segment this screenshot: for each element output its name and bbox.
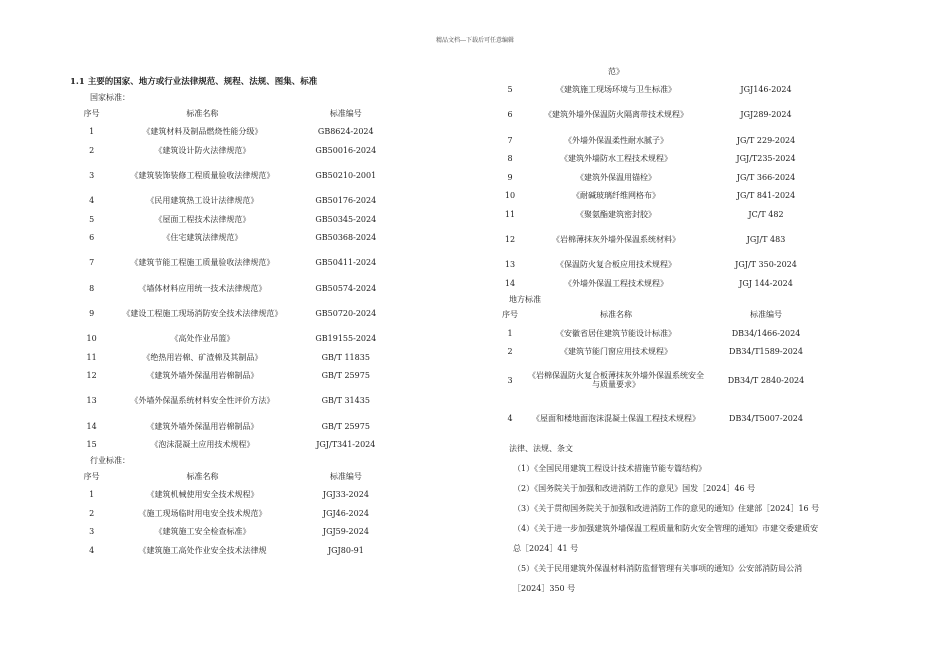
table-row	[495, 168, 825, 187]
row-code: JGJ59-2024	[322, 527, 369, 537]
row-no: 5	[507, 85, 513, 95]
row-code: GB50411-2024	[315, 258, 377, 268]
row-no: 6	[89, 233, 95, 243]
row-code: JG/T 841-2024	[736, 191, 796, 201]
laws-section	[495, 439, 825, 599]
local-standards-label: 地方标准	[509, 294, 541, 304]
law-item: （3）《关于贯彻国务院关于加强和改进消防工作的意见的通知》住建部［2024］16 号	[513, 504, 820, 514]
row-code: GB8624-2024	[317, 127, 374, 137]
row-code: JC/T 482	[748, 209, 784, 219]
row-no: 1	[89, 490, 95, 500]
row-name: 《建筑节能工程施工质量验收法律规范》	[130, 258, 275, 268]
row-name: 《泡沫混凝土应用技术规程》	[150, 440, 255, 450]
row-no: 5	[89, 214, 95, 224]
table-header-row	[495, 306, 825, 325]
row-name: 《岩棉保温防火复合板薄抹灰外墙外保温系统安全与质量要求》	[528, 371, 704, 390]
row-code: JGJ33-2024	[322, 490, 369, 500]
row-name: 《建筑施工现场环境与卫生标准》	[556, 85, 676, 95]
row-code: JGJ/T 483	[746, 234, 786, 244]
national-standards-label: 国家标准：	[90, 92, 130, 102]
row-no: 13	[86, 396, 97, 406]
row-name: 《建筑设计防火法律规范》	[154, 145, 251, 155]
table-row	[70, 122, 400, 141]
row-name: 《建筑装饰装修工程质量验收法律规范》	[130, 170, 275, 180]
row-no: 3	[89, 170, 95, 180]
table-row	[495, 324, 825, 343]
table-row	[70, 417, 400, 436]
row-code: GB50345-2024	[315, 214, 377, 224]
row-name: 《外墙外保温柔性耐水腻子》	[564, 135, 668, 145]
law-item: （4）《关于进一步加强建筑外墙保温工程质量和防火安全管理的通知》市建交委建质安总［2024］41 号	[513, 524, 819, 554]
table-header-row	[70, 104, 400, 123]
row-code: JG/T 229-2024	[736, 135, 796, 145]
row-no: 2	[507, 347, 513, 357]
row-code: JGJ146-2024	[740, 85, 792, 95]
row-no: 15	[86, 440, 97, 450]
row-code: GB50574-2024	[315, 283, 377, 293]
row-name: 《住宅建筑法律规范》	[162, 233, 243, 243]
row-code: GB/T 25975	[321, 371, 370, 381]
industry-standards-label: 行业标准：	[90, 455, 130, 465]
row-code: GB/T 31435	[321, 396, 370, 406]
table-row	[495, 81, 825, 100]
table-row	[495, 399, 825, 437]
row-code: JGJ/T235-2024	[736, 154, 796, 164]
table-row	[70, 159, 400, 191]
col-header-code: 标准编号	[329, 108, 362, 118]
industry-standards-table-continued	[495, 62, 825, 293]
table-row	[70, 486, 400, 505]
table-row	[495, 187, 825, 206]
row-no: 14	[504, 278, 516, 288]
table-row	[70, 541, 400, 560]
header-note: 精品文档---下载后可任意编辑	[435, 37, 515, 44]
row-name: 《建筑施工安全检查标准》	[154, 527, 251, 537]
right-column	[495, 62, 825, 599]
row-no: 4	[89, 545, 95, 555]
row-name: 《建筑外墙外保温防火隔离带技术规程》	[544, 110, 688, 120]
table-row	[70, 141, 400, 160]
table-row	[70, 247, 400, 279]
table-row	[70, 279, 400, 298]
col-header-code: 标准编号	[329, 471, 362, 481]
row-code: GB50210-2001	[315, 170, 377, 180]
table-row	[495, 224, 825, 256]
row-code: GB19155-2024	[315, 334, 377, 344]
row-name: 《安徽省居住建筑节能设计标准》	[556, 328, 676, 338]
row-no: 4	[89, 196, 95, 206]
row-code: DB34/T5007-2024	[729, 413, 803, 423]
row-no: 2	[89, 145, 95, 155]
row-name: 《外墙外保温系统材料安全性评价方法》	[130, 396, 275, 406]
row-name: 《建筑外墙外保温用岩棉制品》	[146, 371, 259, 381]
row-name: 《绝热用岩棉、矿渣棉及其制品》	[142, 352, 263, 362]
table-row	[495, 131, 825, 150]
row-name: 《屋面工程技术法律规范》	[154, 214, 251, 224]
row-name: 《建筑外保温用锚栓》	[576, 172, 656, 182]
row-name: 《建设工程施工现场消防安全技术法律规范》	[122, 308, 283, 318]
table-row	[495, 99, 825, 131]
row-name: 《屋面和楼地面泡沫混凝土保温工程技术规程》	[532, 413, 700, 423]
row-code: GB50720-2024	[315, 308, 377, 318]
law-item: （1）《全国民用建筑工程设计技术措施节能专篇结构》	[513, 464, 707, 474]
col-header-no: 序号	[83, 471, 100, 481]
table-row	[495, 150, 825, 169]
row-name: 《建筑材料及制品燃烧性能分级》	[142, 127, 263, 137]
row-code: JG/T 366-2024	[736, 172, 796, 182]
col-header-no: 序号	[83, 108, 100, 118]
row-no: 8	[89, 283, 95, 293]
row-no: 4	[507, 413, 513, 423]
col-header-code: 标准编号	[750, 310, 782, 320]
row-code: GB/T 25975	[321, 421, 370, 431]
row-code: GB/T 11835	[321, 352, 370, 362]
table-row	[70, 366, 400, 385]
row-no: 7	[507, 135, 513, 145]
row-name: 《建筑施工高处作业安全技术法律规	[138, 545, 267, 555]
row-name: 《外墙外保温工程技术规程》	[564, 278, 668, 288]
row-no: 8	[507, 154, 513, 164]
table-row	[70, 385, 400, 417]
table-row	[70, 191, 400, 210]
section-title: 1.1 主要的国家、地方或行业法律规范、规程、法规、图集、标准	[70, 77, 318, 87]
row-no: 12	[504, 234, 516, 244]
col-header-no: 序号	[502, 310, 518, 320]
row-no: 7	[89, 258, 95, 268]
table-row	[70, 435, 400, 454]
table-row-continuation	[495, 62, 825, 81]
row-name: 《施工现场临时用电安全技术规范》	[138, 508, 267, 518]
row-no: 10	[504, 191, 516, 201]
row-no: 3	[507, 375, 513, 385]
table-row	[495, 361, 825, 399]
row-code: GB50176-2024	[315, 196, 377, 206]
row-code: DB34/T1589-2024	[729, 347, 803, 357]
row-name: 《墙体材料应用统一技术法律规范》	[138, 283, 267, 293]
table-row	[70, 297, 400, 329]
row-code: JGJ80-91	[327, 545, 364, 555]
row-code: JGJ 144-2024	[739, 278, 793, 288]
left-column	[70, 78, 400, 560]
row-no: 9	[89, 308, 95, 318]
row-code: GB50016-2024	[315, 145, 377, 155]
law-item: （2）《国务院关于加强和改进消防工作的意见》国发［2024］46 号	[513, 484, 756, 494]
row-name: 《耐碱玻璃纤维网格布》	[572, 191, 660, 201]
row-name: 《建筑机械使用安全技术规程》	[146, 490, 259, 500]
row-no: 3	[89, 527, 95, 537]
row-code: DB34/1466-2024	[731, 328, 801, 338]
row-no: 1	[507, 328, 513, 338]
row-no: 9	[507, 172, 513, 182]
row-no: 13	[504, 260, 516, 270]
table-row	[70, 504, 400, 523]
row-code: JGJ/T341-2024	[316, 440, 376, 450]
row-name: 《民用建筑热工设计法律规范》	[146, 196, 259, 206]
row-code: DB34/T 2840-2024	[727, 375, 805, 385]
row-name: 《高处作业吊篮》	[170, 334, 235, 344]
row-no	[495, 62, 525, 81]
row-code: JGJ289-2024	[740, 110, 792, 120]
row-code	[707, 62, 825, 81]
row-code: GB50368-2024	[315, 233, 377, 243]
table-row	[70, 348, 400, 367]
row-name: 《建筑节能门窗应用技术规程》	[560, 347, 672, 357]
col-header-name: 标准名称	[186, 471, 219, 481]
table-row	[495, 343, 825, 362]
row-no: 10	[86, 334, 97, 344]
table-row	[495, 256, 825, 275]
row-name: 《聚氨酯建筑密封胶》	[576, 209, 656, 219]
table-row	[495, 274, 825, 293]
row-name: 范》	[608, 66, 624, 76]
industry-standards-table	[70, 467, 400, 560]
table-row	[70, 329, 400, 348]
row-no: 6	[507, 110, 513, 120]
col-header-name: 标准名称	[600, 310, 632, 320]
row-name: 《建筑外墙防水工程技术规程》	[560, 154, 672, 164]
local-standards-table	[495, 306, 825, 438]
row-name: 《建筑外墙外保温用岩棉制品》	[146, 421, 259, 431]
national-standards-table	[70, 104, 400, 454]
row-no: 11	[504, 209, 516, 219]
row-code: JGJ46-2024	[322, 508, 369, 518]
row-no: 1	[89, 127, 95, 137]
col-header-name: 标准名称	[186, 108, 219, 118]
row-no: 11	[86, 352, 97, 362]
row-no: 2	[89, 508, 95, 518]
row-no: 12	[86, 371, 97, 381]
table-row	[70, 210, 400, 229]
table-row	[495, 205, 825, 224]
table-row	[70, 228, 400, 247]
row-no: 14	[86, 421, 97, 431]
row-code: JGJ/T 350-2024	[735, 260, 797, 270]
laws-label: 法律、法规、条文	[509, 444, 573, 454]
row-name: 《岩棉薄抹灰外墙外保温系统材料》	[552, 234, 680, 244]
law-item: （5）《关于民用建筑外保温材料消防监督管理有关事项的通知》公安部消防局公消［2024］350 号	[513, 564, 803, 594]
row-name: 《保温防火复合板应用技术规程》	[556, 260, 676, 270]
table-header-row	[70, 467, 400, 486]
table-row	[70, 523, 400, 542]
